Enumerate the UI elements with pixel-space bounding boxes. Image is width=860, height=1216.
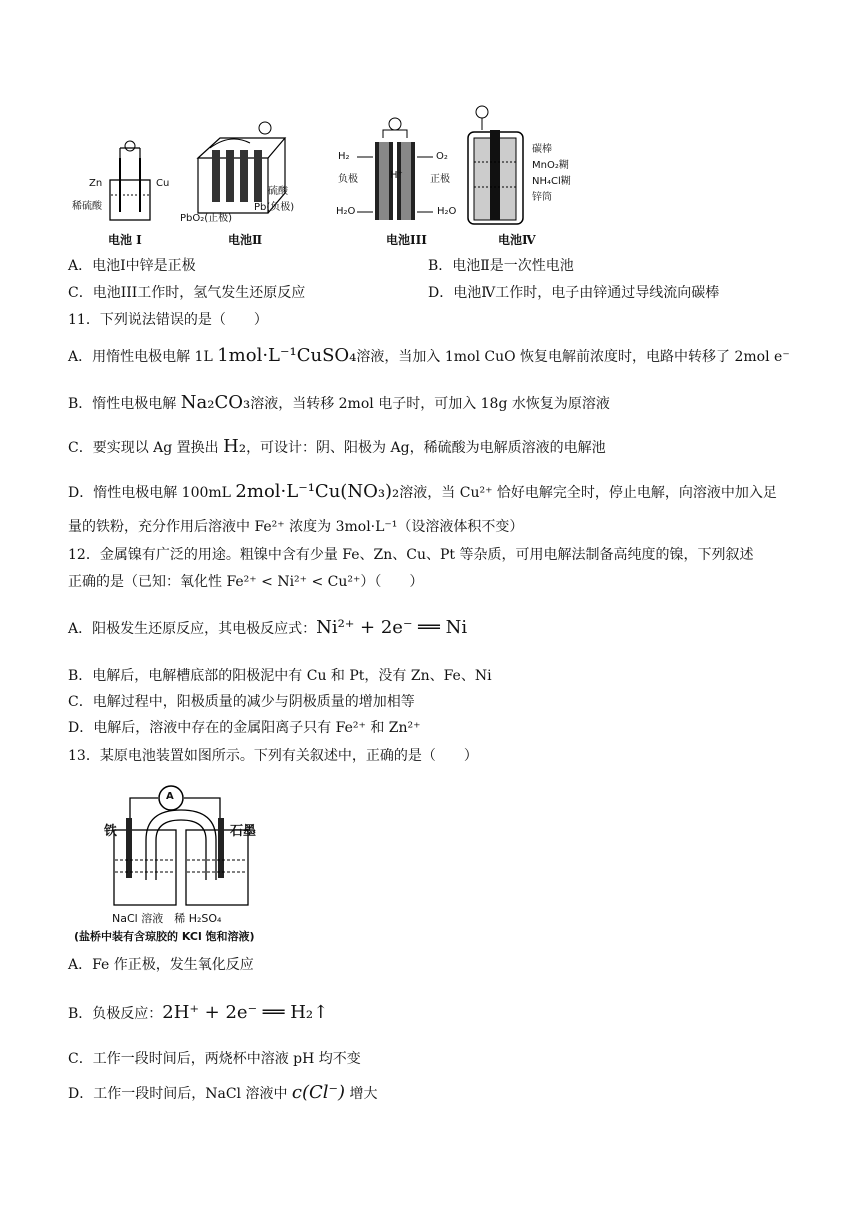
q12-option-a [68, 618, 467, 639]
q11-option-c [68, 437, 606, 458]
battery-2-pos-label: PbO₂(正极) [180, 213, 233, 224]
battery-3-pos-label: 正极 [430, 174, 450, 185]
q11-c-suffix: ，可设计：阴、阳极为 Ag，稀硫酸为电解质溶液的电解池 [246, 440, 606, 456]
q11-d-suffix: 溶液，当 Cu²⁺ 恰好电解完全时，停止电解，向溶液中加入足 [399, 485, 777, 501]
q12-a-prefix: A．阳极发生还原反应，其电极反应式： [68, 621, 317, 637]
q13-d-prefix: D．工作一段时间后，NaCl 溶液中 [68, 1086, 292, 1102]
battery-4-zinc-label: 锌筒 [532, 192, 552, 203]
q13-option-b [68, 1003, 328, 1024]
q12-a-formula: Ni²⁺ + 2e⁻ ══ Ni [316, 617, 468, 638]
q11-b-prefix: B．惰性电极电解 [68, 396, 181, 412]
galvanic-cell-diagram [100, 780, 300, 910]
battery-2-neg-label: Pb(负极) [254, 202, 295, 213]
q11-option-d-line2: 量的铁粉，充分作用后溶液中 Fe²⁺ 浓度为 3mol·L⁻¹（设溶液体积不变） [68, 519, 524, 535]
q12-stem-line1: 12．金属镍有广泛的用途。粗镍中含有少量 Fe、Zn、Cu、Pt 等杂质，可用电解法制备高纯度的镍，下列叙述 [68, 547, 754, 563]
iron-electrode-label: 铁 [104, 824, 118, 839]
battery-4-figure [460, 102, 540, 227]
q13-d-suffix: 增大 [345, 1086, 378, 1102]
q11-d-formula: 2mol·L⁻¹Cu(NO₃)₂ [235, 481, 400, 502]
q13-option-a: A．Fe 作正极，发生氧化反应 [68, 957, 254, 973]
battery-1-caption: 电池 Ⅰ [108, 233, 142, 247]
graphite-electrode-label: 石墨 [230, 824, 257, 839]
q13-b-prefix: B．负极反应： [68, 1006, 163, 1022]
q12-option-c: C．电解过程中，阳极质量的减少与阴极质量的增加相等 [68, 694, 415, 710]
q11-b-suffix: 溶液，当转移 2mol 电子时，可加入 18g 水恢复为原溶液 [250, 396, 610, 412]
salt-bridge-note: (盐桥中装有含琼胶的 KCl 饱和溶液) [74, 930, 255, 943]
battery-1-cu-label: Cu [156, 178, 170, 189]
q11-a-prefix: A．用惰性电极电解 1L [68, 349, 218, 365]
battery-4-caption: 电池Ⅳ [498, 233, 536, 247]
q11-c-prefix: C．要实现以 Ag 置换出 [68, 440, 224, 456]
battery-4-nh4cl-label: NH₄Cl糊 [532, 176, 571, 187]
q11-option-a [68, 346, 790, 367]
q11-c-formula: H₂ [223, 436, 247, 457]
battery-3-neg-label: 负极 [338, 174, 358, 185]
ammeter-label: A [166, 791, 174, 802]
q12-option-d: D．电解后，溶液中存在的金属阳离子只有 Fe²⁺ 和 Zn²⁺ [68, 720, 421, 736]
battery-1-acid-label: 稀硫酸 [72, 201, 102, 212]
battery-1-zn-label: Zn [89, 178, 103, 189]
q11-option-b [68, 393, 610, 414]
q11-d-prefix: D．惰性电极电解 100mL [68, 485, 236, 501]
q11-stem: 11．下列说法错误的是（ ） [68, 312, 268, 328]
q10-option-a: A．电池Ⅰ中锌是正极 [68, 258, 196, 274]
battery-3-o2-label: O₂ [436, 151, 448, 162]
q12-stem-line2: 正确的是（已知：氧化性 Fe²⁺ < Ni²⁺ < Cu²⁺）（ ） [68, 574, 424, 590]
q12-option-b: B．电解后，电解槽底部的阳极泥中有 Cu 和 Pt，没有 Zn、Fe、Ni [68, 668, 492, 684]
battery-2-caption: 电池Ⅱ [228, 233, 263, 247]
battery-3-h2o-left-label: H₂O [336, 206, 356, 217]
q13-option-c: C．工作一段时间后，两烧杯中溶液 pH 均不变 [68, 1051, 361, 1067]
q13-stem: 13．某原电池装置如图所示。下列有关叙述中，正确的是（ ） [68, 748, 478, 764]
battery-2-acid-label: 硫酸 [268, 186, 288, 197]
battery-3-h2o-right-label: H₂O [437, 206, 457, 217]
q13-b-formula: 2H⁺ + 2e⁻ ══ H₂↑ [162, 1002, 329, 1023]
q10-option-d: D．电池Ⅳ工作时，电子由锌通过导线流向碳棒 [428, 285, 720, 301]
q13-option-d [68, 1083, 378, 1104]
solution-labels: NaCl 溶液 稀 H₂SO₄ [112, 912, 222, 925]
battery-4-carbon-label: 碳棒 [532, 144, 552, 155]
q11-b-formula: Na₂CO₃ [180, 392, 251, 413]
q10-option-c: C．电池III工作时，氢气发生还原反应 [68, 285, 306, 301]
battery-3-h-label: H⁺ [390, 170, 403, 181]
battery-3-h2-label: H₂ [338, 151, 350, 162]
q11-a-formula: 1mol·L⁻¹CuSO₄ [217, 345, 357, 366]
battery-3-caption: 电池III [386, 233, 427, 247]
q13-d-formula: c(Cl⁻) [291, 1082, 346, 1103]
q11-a-suffix: 溶液，当加入 1mol CuO 恢复电解前浓度时，电路中转移了 2mol e⁻ [356, 349, 790, 365]
q10-option-b: B．电池Ⅱ是一次性电池 [428, 258, 574, 274]
battery-4-mno2-label: MnO₂糊 [532, 160, 569, 171]
q11-option-d [68, 482, 777, 503]
